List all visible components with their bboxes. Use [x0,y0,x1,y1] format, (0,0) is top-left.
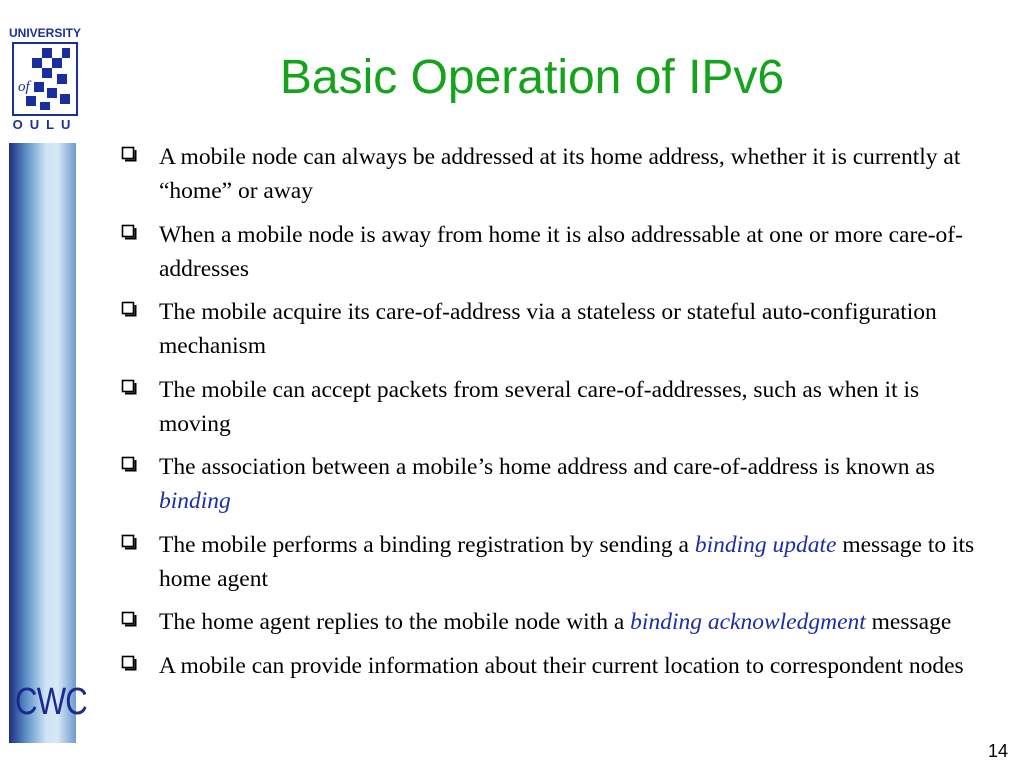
slide-title: Basic Operation of IPv6 [279,51,785,104]
bullet-item [121,450,991,518]
hollow-square-bullet-icon [121,224,137,240]
bullet-text: The mobile performs a binding registration by sending a [159,531,695,558]
logo-oulu-text: OULU [12,117,78,132]
bullet-item [121,528,991,596]
bullet-emphasis: binding [159,488,231,514]
bullet-text: The mobile acquire its care-of-address via a stateless or stateful auto-configuration mechanism [159,299,937,359]
bullet-text: The association between a mobile’s home address and care-of-address is known as [159,454,935,480]
bullet-item [121,295,991,363]
hollow-square-bullet-icon [121,456,137,472]
logo-of-text: of [18,79,30,95]
bullet-text-after: message to its home agent [159,531,975,592]
bullet-text: When a mobile node is away from home it is also addressable at one or more care-of-addresses [159,221,963,282]
page-number: 14 [987,741,1008,761]
bullet-text-after: message [865,609,952,635]
bullet-text: A mobile node can always be addressed at its home address, whether it is currently at “home” or away [159,144,961,204]
bullet-item [121,605,991,639]
hollow-square-bullet-icon [121,301,137,317]
cwc-label: CWC [15,681,87,723]
bullet-item [121,373,991,441]
bullet-item [121,218,991,286]
hollow-square-bullet-icon [121,379,137,395]
bullet-item [121,649,991,683]
bullet-text: The home agent replies to the mobile node with a [159,609,631,635]
bullet-item [121,140,991,208]
bullet-list [121,140,991,692]
hollow-square-bullet-icon [121,655,137,671]
bullet-emphasis: binding acknowledgment [630,609,866,635]
bullet-text: A mobile can provide information about their current location to correspondent nodes [159,652,964,679]
hollow-square-bullet-icon [121,534,137,550]
logo-university-text: UNIVERSITY [8,26,81,40]
bullet-text: The mobile can accept packets from several care-of-addresses, such as when it is moving [159,376,920,437]
hollow-square-bullet-icon [121,611,137,627]
bullet-emphasis: binding update [694,531,837,558]
hollow-square-bullet-icon [121,146,137,162]
decorative-side-bar [9,143,87,743]
